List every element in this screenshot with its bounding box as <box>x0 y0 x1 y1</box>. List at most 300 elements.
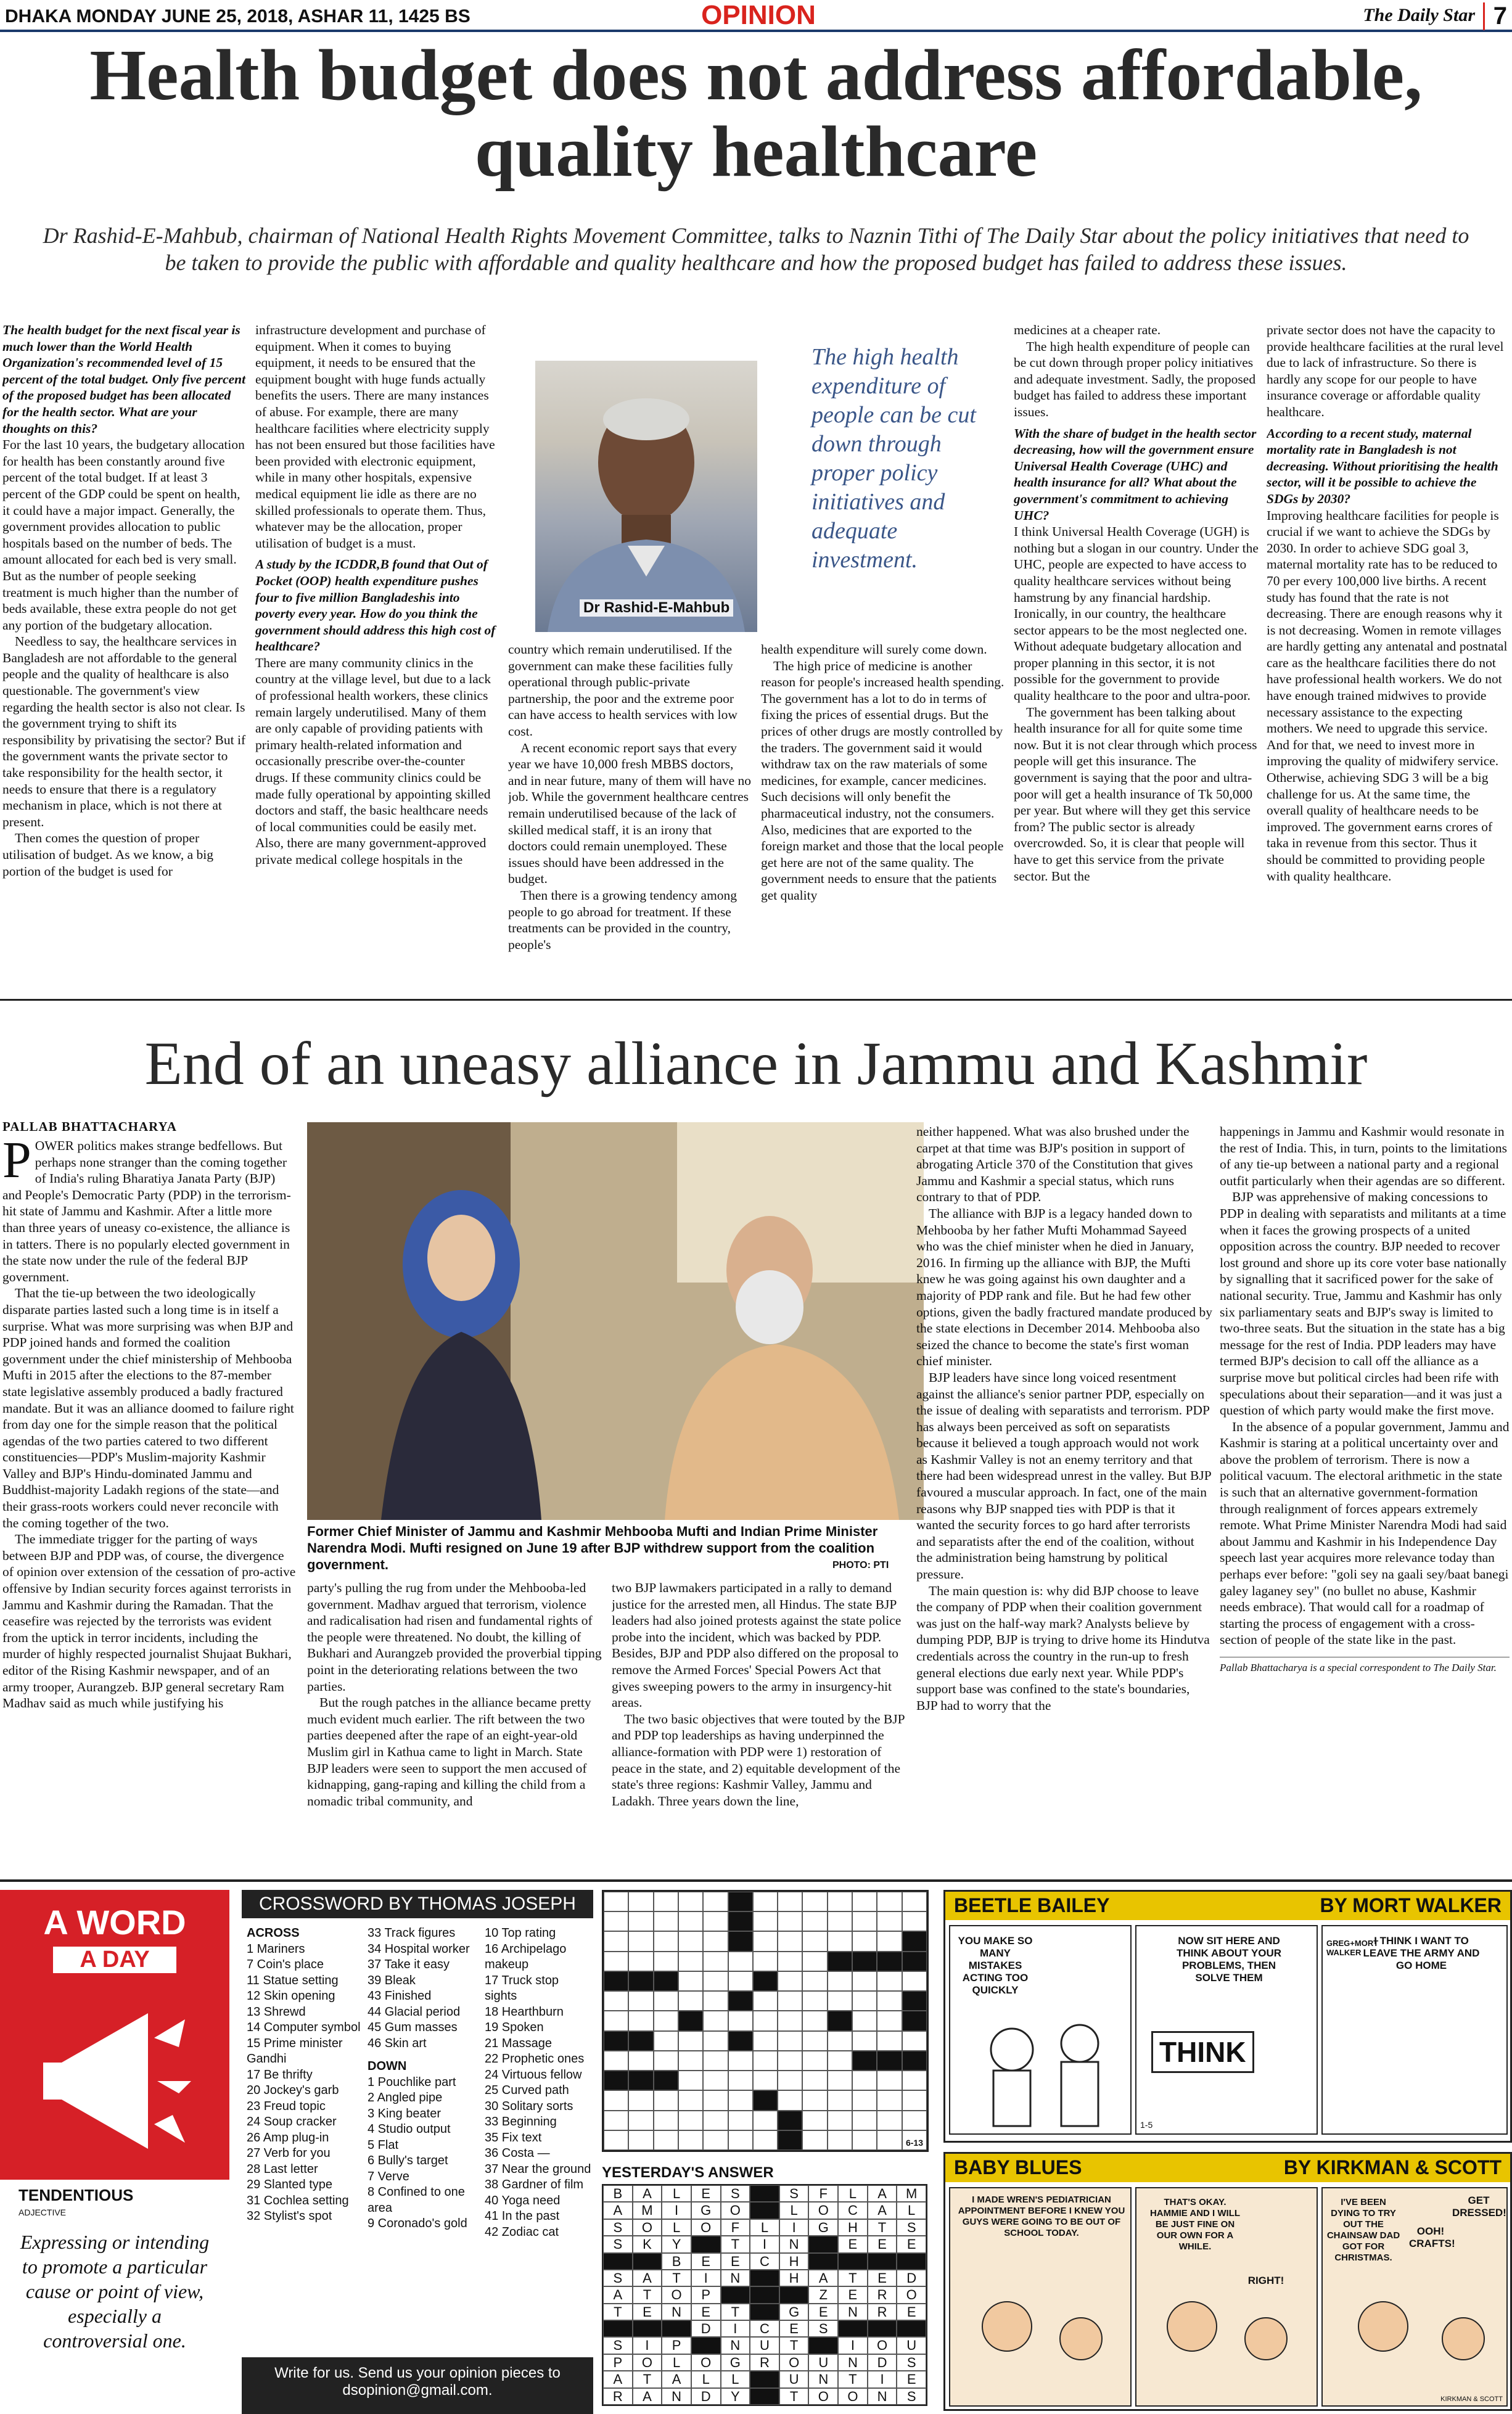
answer-cell <box>633 2253 662 2270</box>
speech-bubble: I'VE BEEN DYING TO TRY OUT THE CHAINSAW DAD GOT FOR CHRISTMAS. <box>1326 2197 1400 2263</box>
grid-cell <box>654 2031 678 2051</box>
grid-cell <box>703 2090 728 2110</box>
grid-cell <box>678 2051 703 2071</box>
grid-cell <box>902 1991 927 2011</box>
answer-cell: A <box>633 2270 662 2286</box>
clue: 43 Finished <box>368 1989 432 2003</box>
paragraph: BJP was apprehensive of making concessions to PDP in dealing with separatists and militants at a time when it faces the growing prospects of a united opposition across the country. BJP needed to recover lost ground and shore up its core voter base nationally by signalling that it sacrificed power for the sake of national security. True, Jammu and Kashmir has only six parliamentary seats and BJP's sway is limited to two-three seats. But the situation in the state has a big message for the rest of India. PDP leaders may have termed BJP's decision to call off the alliance as a surprise move but political circles had been rife with speculations about their separation—and it was just a question of which party would make the first move. <box>1220 1189 1507 1418</box>
speech-bubble: NOW SIT HERE AND THINK ABOUT YOUR PROBLEMS, THEN SOLVE THEM <box>1177 1935 1281 1984</box>
answer-cell: O <box>691 2354 721 2371</box>
clue: 22 Prophetic ones <box>485 2052 585 2066</box>
grid-cell <box>828 2011 852 2030</box>
grid-cell <box>654 2051 678 2071</box>
grid-cell <box>877 2071 902 2090</box>
paragraph: The alliance with BJP is a legacy handed down to Mehbooba by her father Mufti Mohammad Sayeed who was the chief minister when he died in January, 2016. In firming up the alliance with BJP, the Mufti knew he was going against his own daughter and a majority of PDP rank and file. But he had few other options, given the badly fractured mandate produced by the state elections in December 2014. Mehbooba also seized the chance to become the state's first woman chief minister. <box>916 1205 1212 1369</box>
grid-cell <box>778 2011 802 2030</box>
article1-column-1 <box>2 322 248 988</box>
answer-cell: O <box>897 2286 926 2303</box>
answer-cell: L <box>662 2219 691 2236</box>
think-sign: THINK <box>1151 2031 1254 2073</box>
paragraph: country which remain underutilised. If the government can make these facilities fully operational through public-private partnership, the poor and the extreme poor can have access to health services with low cost. <box>508 642 738 739</box>
answer-cell: S <box>897 2388 926 2405</box>
grid-cell <box>877 2111 902 2130</box>
paragraph: party's pulling the rug from under the Mehbooba-led government. Madhav argued that terrorism, violence and radicalisation had risen and fundamental rights of the people were threatened. No doubt, the killing of Bukhari and Aurangzeb provided the proverbial tipping point in the deteriorating relations between the two parties. <box>307 1580 602 1694</box>
answer-cell: S <box>603 2270 633 2286</box>
answer-cell: O <box>808 2388 838 2405</box>
word-term: TENDENTIOUS <box>18 2186 134 2204</box>
answer-cell: A <box>868 2202 897 2219</box>
grid-cell <box>628 2011 653 2030</box>
grid-cell <box>852 1911 877 1931</box>
answer-cell: A <box>603 2202 633 2219</box>
grid-cell <box>703 2031 728 2051</box>
grid-cell <box>852 2031 877 2051</box>
answer-cell <box>603 2253 633 2270</box>
answer-cell: Z <box>808 2286 838 2303</box>
answer-cell: L <box>662 2185 691 2202</box>
answer-cell <box>691 2236 721 2252</box>
answer-cell <box>868 2320 897 2337</box>
comic-author: BY MORT WALKER <box>1320 1894 1502 1916</box>
grid-cell <box>753 1892 778 1911</box>
speech-bubble: I MADE WREN'S PEDIATRICIAN APPOINTMENT BEFORE I KNEW YOU GUYS WERE GOING TO BE OUT OF SCHOOL TODAY. <box>958 2194 1125 2238</box>
leaders-meeting-photo-icon <box>307 1122 924 1520</box>
pull-quote: The high health expenditure of people can be cut down through proper policy initiatives and adequate investment. <box>811 344 976 573</box>
grid-cell <box>753 2111 778 2130</box>
clue: 26 Amp plug-in <box>247 2130 329 2145</box>
answer-cell: U <box>897 2337 926 2354</box>
answer-cell: K <box>633 2236 662 2252</box>
grid-cell <box>877 2090 902 2110</box>
grid-cell <box>654 1911 678 1931</box>
speech-bubble: THAT'S OKAY. HAMMIE AND I WILL BE JUST FINE ON OUR OWN FOR A WHILE. <box>1149 2197 1241 2252</box>
clue: 1 Mariners <box>247 1942 305 1956</box>
clue: 19 Spoken <box>485 2021 544 2034</box>
article2-column-2 <box>307 1580 603 1870</box>
answer-cell <box>779 2286 809 2303</box>
answer-cell <box>750 2304 779 2320</box>
grid-cell <box>628 2051 653 2071</box>
answer-cell: I <box>691 2270 721 2286</box>
comic-title-bar <box>945 2154 1510 2182</box>
answer-cell: O <box>838 2388 868 2405</box>
grid-cell <box>877 1911 902 1931</box>
grid-cell <box>628 1952 653 1971</box>
answer-cell <box>897 2320 926 2337</box>
clue: 32 Stylist's spot <box>247 2209 332 2223</box>
grid-cell <box>852 1931 877 1951</box>
article1-column-3 <box>508 641 754 987</box>
grid-cell <box>604 1952 628 1971</box>
grid-cell <box>728 1991 753 2011</box>
question: With the share of budget in the health sector decreasing, how will the government ensure Universal Health Coverage (UHC) and health insurance for all? What about the government's commitment to achieving UHC? <box>1014 425 1257 523</box>
article2-column-1 <box>2 1138 296 1871</box>
grid-cell <box>728 2071 753 2090</box>
grid-cell <box>604 2031 628 2051</box>
grid-cell <box>628 2090 653 2110</box>
clue: 29 Slanted type <box>247 2178 332 2191</box>
grid-cell <box>753 2051 778 2071</box>
answer-cell: L <box>750 2219 779 2236</box>
answer-cell: Y <box>721 2388 750 2405</box>
grid-cell <box>628 1991 653 2011</box>
grid-cell <box>604 2111 628 2130</box>
paragraph: Needless to say, the healthcare services in Bangladesh are not affordable to the general people and the quality of healthcare is also questionable. The government's view regarding the health sector is also not clear. Is the government trying to shift its responsibility by privatising the sector? But if the government wants the private sector to take responsibility for the health sector, it needs to ensure that there is a regulatory mechanism in place, which is not there at present. <box>2 634 246 829</box>
answer-cell: A <box>633 2388 662 2405</box>
clue: 37 Take it easy <box>368 1958 450 1971</box>
drop-cap: P <box>2 1138 31 1189</box>
grid-cell <box>828 1991 852 2011</box>
grid-cell <box>654 1892 678 1911</box>
answer-cell: E <box>868 2236 897 2252</box>
grid-cell <box>902 1931 927 1951</box>
clue: 24 Soup cracker <box>247 2115 337 2129</box>
question: A study by the ICDDR,B found that Out of Pocket (OOP) health expenditure pushes four to five million Bangladeshis into poverty every year. How do you think the government should address this high cost of healthcare? <box>255 557 496 654</box>
word-pos: ADJECTIVE <box>18 2207 67 2217</box>
clue: 24 Virtuous fellow <box>485 2067 582 2082</box>
answer-cell: U <box>750 2337 779 2354</box>
section-label: OPINION <box>701 0 816 30</box>
grid-cell <box>828 2051 852 2071</box>
answer-cell: R <box>603 2388 633 2405</box>
answer-title: YESTERDAY'S ANSWER <box>602 2164 774 2181</box>
grid-cell <box>778 1971 802 1991</box>
grid-cell <box>703 2111 728 2130</box>
paragraph: OWER politics makes strange bedfellows. But perhaps none stranger than the coming together of India's ruling Bharatiya Janata Party (BJP) and People's Democratic Party (PDP) in the terrorism-hit state of Jammu and Kashmir. After a little more than three years of uneasy co-existence, the alliance is in tatters. There is no popularly elected government in the state now under the rule of the federal BJP government. <box>2 1138 291 1284</box>
answer-cell: F <box>808 2185 838 2202</box>
answer-cell: L <box>691 2371 721 2387</box>
grid-cell <box>654 1931 678 1951</box>
answer-cell: L <box>662 2354 691 2371</box>
paragraph: private sector does not have the capacity to provide healthcare facilities at the rural level due to lack of infrastructure. So there is hardly any scope for our people to have insurance coverage or affordable quality healthcare. <box>1267 322 1504 419</box>
answer-cell: T <box>779 2337 809 2354</box>
grid-cell <box>778 2051 802 2071</box>
answer-cell: I <box>868 2371 897 2387</box>
grid-cell <box>753 1931 778 1951</box>
answer-cell: D <box>691 2388 721 2405</box>
clue: 5 Flat <box>368 2138 399 2152</box>
grid-cell <box>654 2130 678 2150</box>
grid-cell <box>828 1952 852 1971</box>
family-drawing-icon <box>958 2289 1500 2400</box>
grid-cell <box>703 2071 728 2090</box>
grid-cell <box>678 1952 703 1971</box>
grid-cell <box>902 2011 927 2030</box>
clue: 7 Coin's place <box>247 1958 324 1971</box>
answer-cell: E <box>779 2320 809 2337</box>
answer-cell <box>750 2388 779 2405</box>
grid-cell <box>828 1892 852 1911</box>
grid-cell <box>778 2071 802 2090</box>
answer-cell: H <box>779 2253 809 2270</box>
grid-cell <box>802 1991 827 2011</box>
grid-cell <box>778 1931 802 1951</box>
paragraph: The high price of medicine is another reason for people's increased health spending. The government has a lot to do in terms of fixing the prices of essential drugs. But the prices of other drugs are mostly controlled by the traders. The government said it would withdraw tax on the raw materials of some medicines, for example, cancer medicines. Such decisions will only benefit the pharmaceutical industry, not the consumers. Also, medicines that are exported to the foreign market and those that the local people get here are not of the same quality. The government needs to ensure that the patients get quality <box>761 658 1005 903</box>
grid-cell <box>802 1911 827 1931</box>
answer-cell: C <box>838 2202 868 2219</box>
clue: 33 Beginning <box>485 2115 557 2129</box>
answer-cell: O <box>779 2354 809 2371</box>
byline: PALLAB BHATTACHARYA <box>2 1119 177 1134</box>
write-for-us-email: dsopinion@gmail.com. <box>342 2382 493 2399</box>
answer-cell: T <box>838 2270 868 2286</box>
grid-cell <box>728 1911 753 1931</box>
answer-cell: E <box>808 2304 838 2320</box>
portrait-caption: Dr Rashid-E-Mahbub <box>580 599 733 617</box>
answer-cell <box>750 2202 779 2219</box>
grid-cell <box>877 1952 902 1971</box>
answer-cell: R <box>868 2304 897 2320</box>
grid-cell <box>877 1892 902 1911</box>
grid-cell <box>703 2130 728 2150</box>
answer-cell: N <box>662 2388 691 2405</box>
paragraph: That the tie-up between the two ideologically disparate parties lasted such a long time is in itself a surprise. What was more surprising was when BJP and PDP joined hands and formed the coalition government under the chief ministership of Mehbooba Mufti in 2015 after the elections to the 87-member state legislative assembly produced a badly fractured mandate. But it was an alliance doomed to failure right from day one for the simple reason that the political agendas of the two parties catered to two different constituencies—PDP's Muslim-majority Kashmir Valley and BJP's Hindu-dominated Jammu and Buddhist-majority Ladakh regions of the state—and their grass-roots workers could never reconcile with the coming together of the two. <box>2 1286 294 1530</box>
clue: 12 Skin opening <box>247 1989 335 2003</box>
paragraph: neither happened. What was also brushed under the carpet at that time was BJP's position in support of abrogating Article 370 of the Constitution that gives Jammu and Kashmir a special status, which runs contrary to that of PDP. <box>916 1124 1193 1205</box>
grid-cell <box>902 2090 927 2110</box>
headline-line-2: quality healthcare <box>474 111 1038 192</box>
clue: 46 Skin art <box>368 2036 427 2050</box>
comic-baby-blues <box>943 2152 1512 2411</box>
grid-cell <box>753 2130 778 2150</box>
portrait-photo <box>535 361 757 632</box>
answer-cell: O <box>662 2286 691 2303</box>
clue: 17 Truck stop sights <box>485 1973 559 2003</box>
answer-cell: N <box>721 2270 750 2286</box>
clue: 8 Confined to one area <box>368 2185 465 2215</box>
grid-cell <box>628 1971 653 1991</box>
answer-cell: E <box>838 2286 868 2303</box>
answer-cell: D <box>868 2354 897 2371</box>
speech-bubble: OOH! CRAFTS! <box>1409 2225 1455 2249</box>
clue: 15 Prime minister Gandhi <box>247 2036 343 2066</box>
grid-cell <box>753 2011 778 2030</box>
answer-cell: S <box>603 2337 633 2354</box>
answer-cell: E <box>897 2236 926 2252</box>
grid-cell <box>902 2130 927 2150</box>
grid-cell <box>654 2011 678 2030</box>
grid-cell <box>678 2071 703 2090</box>
grid-cell <box>703 2051 728 2071</box>
grid-cell <box>604 2130 628 2150</box>
grid-cell <box>877 1971 902 1991</box>
answer-cell: H <box>838 2219 868 2236</box>
comic-title: BABY BLUES <box>954 2156 1082 2178</box>
answer-cell: U <box>779 2371 809 2387</box>
answer-cell: H <box>779 2270 809 2286</box>
answer-cell: F <box>721 2219 750 2236</box>
grid-cell <box>604 2051 628 2071</box>
write-for-us-line-1: Write for us. Send us your opinion pieces to <box>274 2365 561 2381</box>
grid-cell <box>753 1911 778 1931</box>
answer-cell: R <box>868 2286 897 2303</box>
grid-cell <box>678 1931 703 1951</box>
answer-cell: N <box>868 2388 897 2405</box>
answer-cell: T <box>662 2270 691 2286</box>
clue: 28 Last letter <box>247 2162 318 2176</box>
clue: 17 Be thrifty <box>247 2067 313 2082</box>
across-label: ACROSS <box>247 1926 300 1940</box>
clue: 1 Pouchlike part <box>368 2075 456 2089</box>
paragraph: The immediate trigger for the parting of ways between BJP and PDP was, of course, the divergence of opinion over extension of the cessation of pro-active offensive by Indian security forces against terrorists in Jammu and Kashmir during the Ramadan. That the ceasefire was rejected by the terrorists was evident from the uptick in terror incidents, including the murder of highly respected journalist Shujaat Bukhari, editor of the Rising Kashmir newspaper, and of an army trooper, Aurangzeb. BJP general secretary Ram Madhav said as much while justifying his <box>2 1532 296 1711</box>
yesterdays-answer <box>602 2164 929 2411</box>
grid-cell <box>802 2090 827 2110</box>
grid-cell <box>654 1952 678 1971</box>
answer-cell <box>750 2185 779 2202</box>
word-a-day-panel <box>0 1890 229 2414</box>
grid-cell <box>852 2130 877 2150</box>
answer-cell: S <box>897 2219 926 2236</box>
answer-cell: T <box>838 2371 868 2387</box>
comic-title-bar <box>945 1892 1510 1920</box>
clue: 40 Yoga need <box>485 2193 561 2207</box>
word-definition: Expressing or intending to promote a particular cause or point of view, especially a controversial one. <box>20 2231 210 2352</box>
grid-cell <box>628 2071 653 2090</box>
paragraph: But the rough patches in the alliance became pretty much evident much earlier. The rift between the two parties deepened after the rape of an eight-year-old Muslim girl in Kathua came to light in March. State BJP leaders were seen to support the men accused of kidnapping, gang-raping and killing the child from a nomadic tribal community, and <box>307 1695 591 1808</box>
grid-cell <box>728 2130 753 2150</box>
grid-cell <box>828 2130 852 2150</box>
question: According to a recent study, maternal mortality rate in Bangladesh is not decreasing. Without prioritising the health sector, will it be possible to achieve the SDGs by 2030? <box>1267 425 1498 506</box>
answer-cell: A <box>868 2185 897 2202</box>
grid-cell <box>654 2071 678 2090</box>
grid-cell <box>628 1911 653 1931</box>
speech-bubble: RIGHT! <box>1247 2275 1284 2286</box>
answer-cell: I <box>750 2236 779 2252</box>
artist-signature: KIRKMAN & SCOTT <box>1440 2396 1503 2403</box>
grid-cell <box>802 2071 827 2090</box>
grid-cell <box>678 2111 703 2130</box>
grid-cell <box>877 1991 902 2011</box>
clue: 23 Freud topic <box>247 2099 326 2113</box>
answer-cell: C <box>750 2253 779 2270</box>
grid-cell <box>678 2011 703 2030</box>
news-photo-caption: Former Chief Minister of Jammu and Kashmir Mehbooba Mufti and Indian Prime Minister Narendra Modi. Mufti resigned on June 19 after BJP withdrew support from the coalition government. <box>307 1524 878 1572</box>
speech-bubble: GET DRESSED! <box>1452 2194 1506 2219</box>
word-title: A WORD <box>43 1903 186 1942</box>
write-for-us-banner <box>242 2357 593 2414</box>
grid-cell <box>703 1892 728 1911</box>
answer-cell: L <box>838 2185 868 2202</box>
clue: 4 Studio output <box>368 2122 451 2136</box>
grid-cell <box>902 2071 927 2090</box>
answer-cell: C <box>750 2320 779 2337</box>
clue: 34 Hospital worker <box>368 1942 470 1956</box>
clue: 16 Archipelago makeup <box>485 1942 567 1971</box>
grid-cell <box>802 1952 827 1971</box>
clue: 21 Massage <box>485 2036 552 2050</box>
clue: 27 Verb for you <box>247 2146 331 2160</box>
soldiers-drawing-icon <box>975 2006 1117 2130</box>
answer-cell: T <box>779 2388 809 2405</box>
headline-health <box>25 37 1487 190</box>
article1-column-2 <box>255 322 501 988</box>
grid-cell <box>678 2130 703 2150</box>
question: The health budget for the next fiscal year is much lower than the World Health Organization's recommended level of 15 percent of the total budget. Only five percent of the proposed budget has been allocated for the health sector. What are your thoughts on this? <box>2 322 246 436</box>
artist-signature: GREG+MORT WALKER <box>1326 1939 1379 1957</box>
grid-cell <box>802 2031 827 2051</box>
clue: 35 Fix text <box>485 2130 542 2145</box>
grid-cell <box>703 1971 728 1991</box>
grid-cell <box>852 2051 877 2071</box>
grid-cell <box>753 2031 778 2051</box>
grid-cell <box>604 2071 628 2090</box>
grid-cell <box>902 2031 927 2051</box>
answer-cell <box>750 2371 779 2387</box>
answer-cell <box>721 2286 750 2303</box>
grid-cell <box>778 1991 802 2011</box>
answer-cell: N <box>721 2337 750 2354</box>
paragraph: In the absence of a popular government, Jammu and Kashmir is staring at a political uncertainty over and above the problem of terrorism. There is now a political vacuum. The electoral arithmetic in the state is such that an alternative government-formation through realignment of forces appears extremely remote. What Prime Minister Narendra Modi had said about Jammu and Kashmir in his Independence Day speech last year acquires more relevance today than perhaps ever before: "goli sey na gaali sey/baat banegi galey laganey sey" (no bullet no abuse, Kashmir needs embrace). That would call for a roadmap of starting the process of engagement with a cross-section of people of the state like in the past. <box>1220 1419 1510 1648</box>
grid-cell <box>802 1892 827 1911</box>
grid-cell <box>628 2111 653 2130</box>
paragraph: medicines at a cheaper rate. <box>1014 322 1161 337</box>
person-portrait-icon <box>535 361 757 632</box>
answer-cell: N <box>838 2354 868 2371</box>
clue: 9 Coronado's gold <box>368 2217 467 2230</box>
grid-cell <box>778 2090 802 2110</box>
clue: 30 Solitary sorts <box>485 2099 573 2113</box>
dateline: DHAKA MONDAY JUNE 25, 2018, ASHAR 11, 1425 BS <box>5 6 470 27</box>
grid-cell <box>728 1952 753 1971</box>
answer-cell: G <box>691 2202 721 2219</box>
answer-cell: A <box>662 2371 691 2387</box>
clue: 41 In the past <box>485 2209 560 2223</box>
grid-cell <box>852 2090 877 2110</box>
comic-panel <box>1135 1925 1318 2135</box>
answer-cell: T <box>721 2304 750 2320</box>
grid-cell <box>753 1971 778 1991</box>
grid-cell <box>604 2011 628 2030</box>
paragraph: The government has been talking about health insurance for all for quite some time now. But it is not clear through which process people will get this insurance. The government is saying that the poor and ultra-poor will get a health insurance of Tk 50,000 per year. But where will they get this service from? The public sector is already overcrowded. So, it is clear that people will have to get this service from the private sector. But the <box>1014 704 1257 884</box>
grid-cell <box>877 2031 902 2051</box>
masthead: The Daily Star <box>1363 5 1475 25</box>
grid-cell <box>877 1931 902 1951</box>
answer-cell: O <box>808 2202 838 2219</box>
paragraph: health expenditure will surely come down. <box>761 642 987 657</box>
answer-cell: I <box>779 2219 809 2236</box>
clues-column-2 <box>368 1926 479 2232</box>
answer-cell <box>750 2270 779 2286</box>
clue: 44 Glacial period <box>368 2005 461 2019</box>
crossword-title: CROSSWORD BY THOMAS JOSEPH <box>242 1890 593 1918</box>
answer-cell: L <box>779 2202 809 2219</box>
headline-line-1: Health budget does not address affordable, <box>89 35 1423 115</box>
news-photo <box>307 1122 924 1520</box>
grid-cell <box>654 1971 678 1991</box>
article1-column-4 <box>761 641 1006 987</box>
answer-cell: S <box>808 2320 838 2337</box>
grid-cell <box>828 1971 852 1991</box>
grid-cell <box>778 1952 802 1971</box>
answer-cell: U <box>808 2354 838 2371</box>
clue: 3 King beater <box>368 2106 441 2120</box>
speech-bubble: YOU MAKE SO MANY MISTAKES ACTING TOO QUICKLY <box>958 1935 1033 1996</box>
paragraph: The two basic objectives that were touted by the BJP and PDP top leaderships as having underpinned the alliance-formation with PDP were 1) restoration of peace in the state, and 2) equitable development of the state's three regions: Kashmir Valley, Jammu and Ladakh. Three years down the line, <box>612 1711 905 1808</box>
grid-cell <box>778 2031 802 2051</box>
answer-cell: A <box>633 2185 662 2202</box>
answer-cell <box>808 2253 838 2270</box>
answer-cell: A <box>808 2270 838 2286</box>
grid-cell <box>852 1991 877 2011</box>
answer-cell: E <box>721 2253 750 2270</box>
paragraph: Improving healthcare facilities for people is crucial if we want to achieve the SDGs by 2030. In order to achieve SDG goal 3, maternal mortality rate has to be reduced to 70 per every 100,000 live births. A recent study has found that the rate is not decreasing. There are enough reasons why it is not decreasing. Women in remote villages are hardly getting any antenatal and postnatal care as the healthcare facilities there do not have professional health workers. We do not have enough trained midwives to provide necessary assistance to the expecting mothers. We need to upgrade this service. And for that, we need to invest more in improving the quality of midwifery service. Otherwise, achieving SDG 3 will be a big challenge for us. At the same time, the overall quality of healthcare needs to be improved. The government earns crores of taka in revenue from this sector. Thus it should be committed to providing people with quality healthcare. <box>1267 507 1508 884</box>
clue: 18 Hearthburn <box>485 2005 564 2019</box>
grid-cell <box>728 2011 753 2030</box>
grid-cell <box>628 1892 653 1911</box>
answer-cell: B <box>603 2185 633 2202</box>
answer-cell: T <box>633 2371 662 2387</box>
crossword-clues <box>242 1890 593 2414</box>
